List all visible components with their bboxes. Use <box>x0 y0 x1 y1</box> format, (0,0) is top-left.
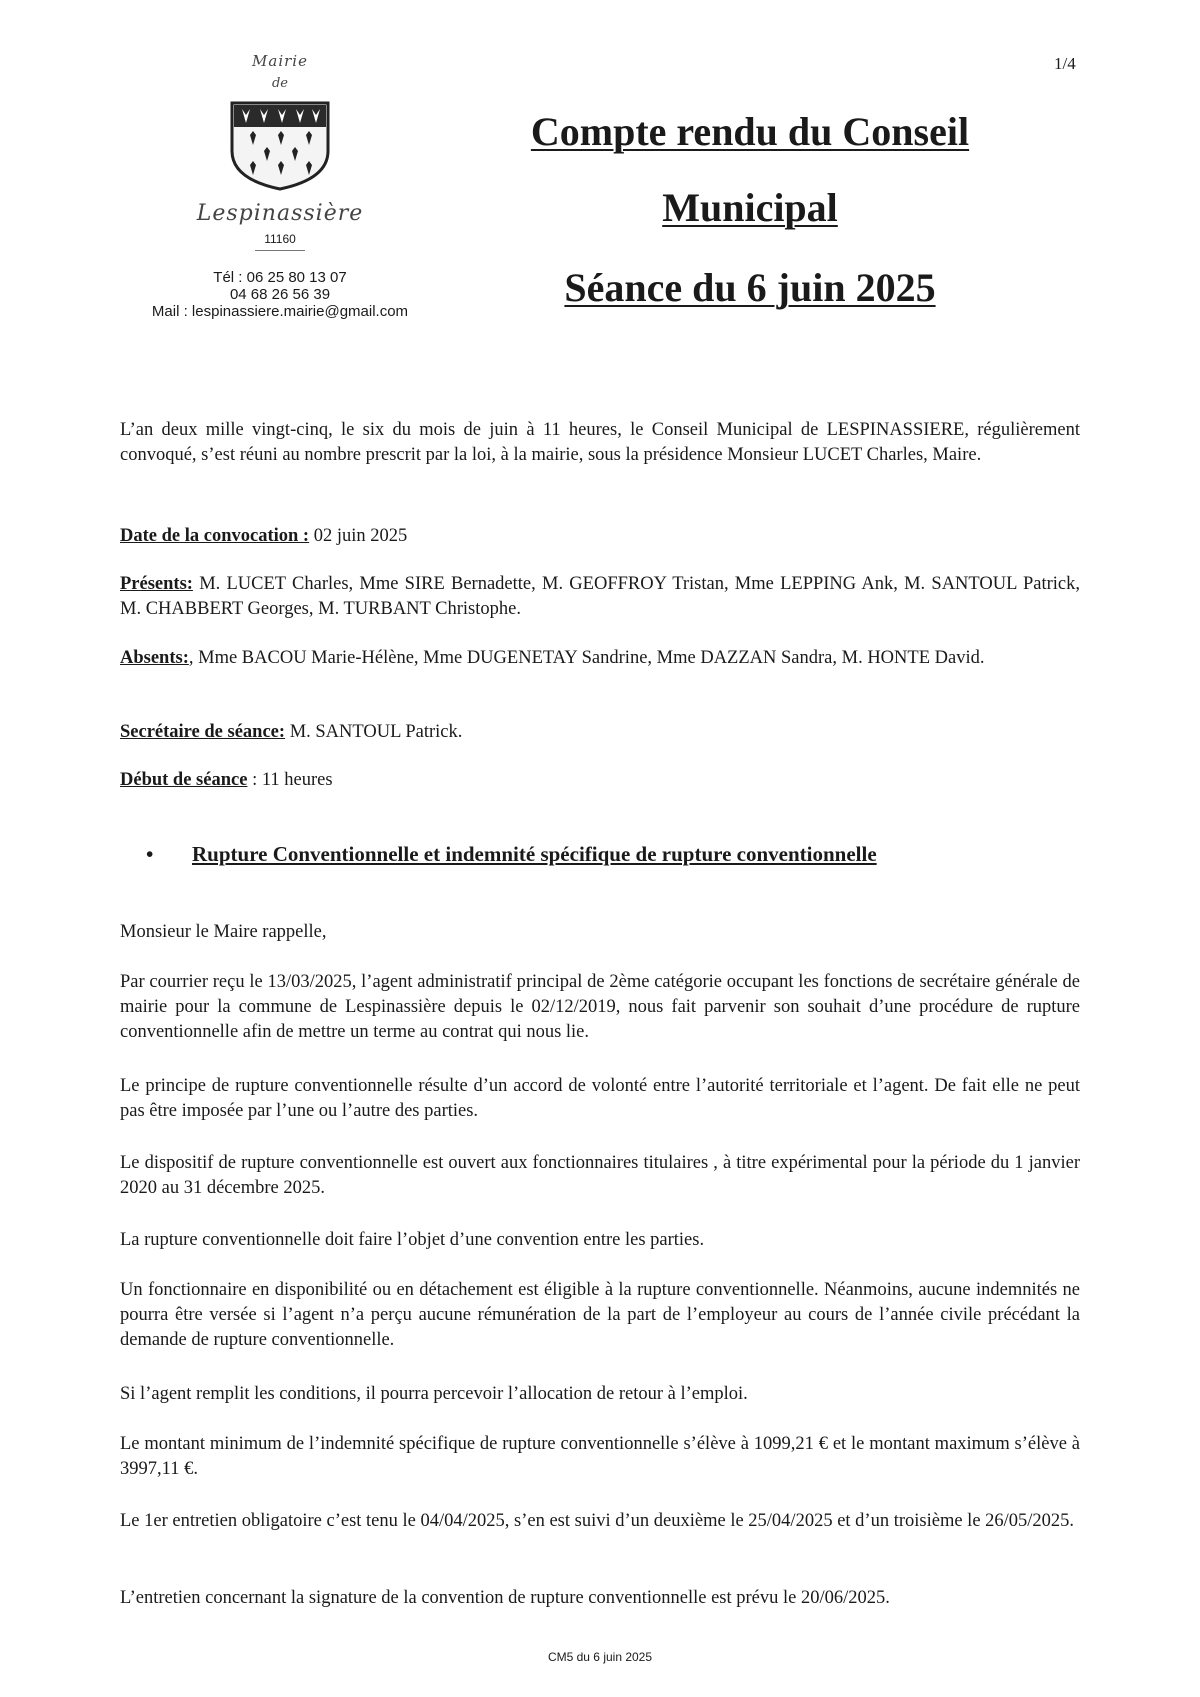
paragraph: Monsieur le Maire rappelle, <box>120 922 327 942</box>
bullet-icon: • <box>146 842 154 866</box>
phone-2: 04 68 26 56 39 <box>229 286 331 303</box>
letterhead <box>130 52 430 320</box>
paragraph: La rupture conventionnelle doit faire l’objet d’une convention entre les parties. <box>120 1230 705 1250</box>
absents-label: Absents: <box>120 648 189 668</box>
presents-value: M. LUCET Charles, Mme SIRE Bernadette, M. GEOFFROY Tristan, Mme LEPPING Ank, M. SANTOUL Patrick, M. CHABBERT Georges, M. TURBANT Christophe. <box>120 574 1080 619</box>
absents <box>120 646 1080 671</box>
title-line-3: Séance du 6 juin 2025 <box>564 265 936 310</box>
convocation-value: 02 juin 2025 <box>309 526 408 546</box>
paragraph: Si l’agent remplit les conditions, il pourra percevoir l’allocation de retour à l’emploi. <box>120 1384 748 1404</box>
convocation <box>120 524 1080 549</box>
divider <box>255 250 305 251</box>
phone-1: Tél : 06 25 80 13 07 <box>213 269 347 286</box>
presents <box>120 572 1080 622</box>
page-number: 1/4 <box>1054 54 1076 73</box>
secretaire <box>120 720 1080 745</box>
footer: CM5 du 6 juin 2025 <box>547 1650 653 1664</box>
paragraph: Le dispositif de rupture conventionnelle est ouvert aux fonctionnaires titulaires , à titre expérimental pour la période du 1 janvier 2020 au 31 décembre 2025. <box>120 1153 1080 1198</box>
paragraph: Le montant minimum de l’indemnité spécifique de rupture conventionnelle s’élève à 1099,21 € et le montant maximum s’élève à 3997,11 €. <box>120 1434 1080 1479</box>
postcode: 11160 <box>264 232 296 246</box>
email: Mail : lespinassiere.mairie@gmail.com <box>151 303 409 320</box>
debut-label: Début de séance <box>120 770 248 790</box>
title-line-2: Municipal <box>662 185 838 230</box>
secretaire-label: Secrétaire de séance: <box>120 722 286 742</box>
presents-label: Présents: <box>120 574 193 594</box>
title-line-1: Compte rendu du Conseil <box>530 109 970 154</box>
paragraph: Le 1er entretien obligatoire c’est tenu le 04/04/2025, s’en est suivi d’un deuxième le 25/04/2025 et d’un troisième le 26/05/2025. <box>120 1511 1075 1531</box>
debut-value: : 11 heures <box>247 770 333 790</box>
letterhead-place: Lespinassière <box>196 201 364 226</box>
intro-paragraph: L’an deux mille vingt-cinq, le six du mois de juin à 11 heures, le Conseil Municipal de LESPINASSIERE, régulièrement convoqué, s’est réuni au nombre prescrit par la loi, à la mairie, sous la présidence Monsieur LUCET Charles, Maire. <box>120 420 1080 465</box>
coat-of-arms-icon <box>228 99 332 191</box>
letterhead-mairie: Mairie <box>252 52 308 70</box>
convocation-label: Date de la convocation : <box>120 526 310 546</box>
section-heading-text: Rupture Conventionnelle et indemnité spécifique de rupture conventionnelle <box>192 842 877 866</box>
debut-seance <box>120 768 1080 793</box>
paragraph: Par courrier reçu le 13/03/2025, l’agent administratif principal de 2ème catégorie occupant les fonctions de secrétaire générale de mairie pour la commune de Lespinassière depuis le 02/12/2019, nous fait parvenir son souhait d’une procédure de rupture conventionnelle afin de mettre un terme au contrat qui nous lie. <box>120 972 1080 1042</box>
absents-value: , Mme BACOU Marie-Hélène, Mme DUGENETAY Sandrine, Mme DAZZAN Sandra, M. HONTE David. <box>188 648 985 668</box>
section-heading <box>146 842 877 867</box>
paragraph: L’entretien concernant la signature de la convention de rupture conventionnelle est prévu le 20/06/2025. <box>120 1588 890 1608</box>
letterhead-de: de <box>271 76 288 91</box>
secretaire-value: M. SANTOUL Patrick. <box>285 722 463 742</box>
contact-info <box>130 269 430 320</box>
paragraph: Un fonctionnaire en disponibilité ou en détachement est éligible à la rupture conventionnelle. Néanmoins, aucune indemnités ne pourra être versée si l’agent n’a perçu aucune rémunération de la part de l’employeur au cours de l’année civile précédant la demande de rupture conventionnelle. <box>120 1280 1080 1350</box>
paragraph: Le principe de rupture conventionnelle résulte d’un accord de volonté entre l’autorité territoriale et l’agent. De fait elle ne peut pas être imposée par l’une ou l’autre des parties. <box>120 1076 1080 1121</box>
